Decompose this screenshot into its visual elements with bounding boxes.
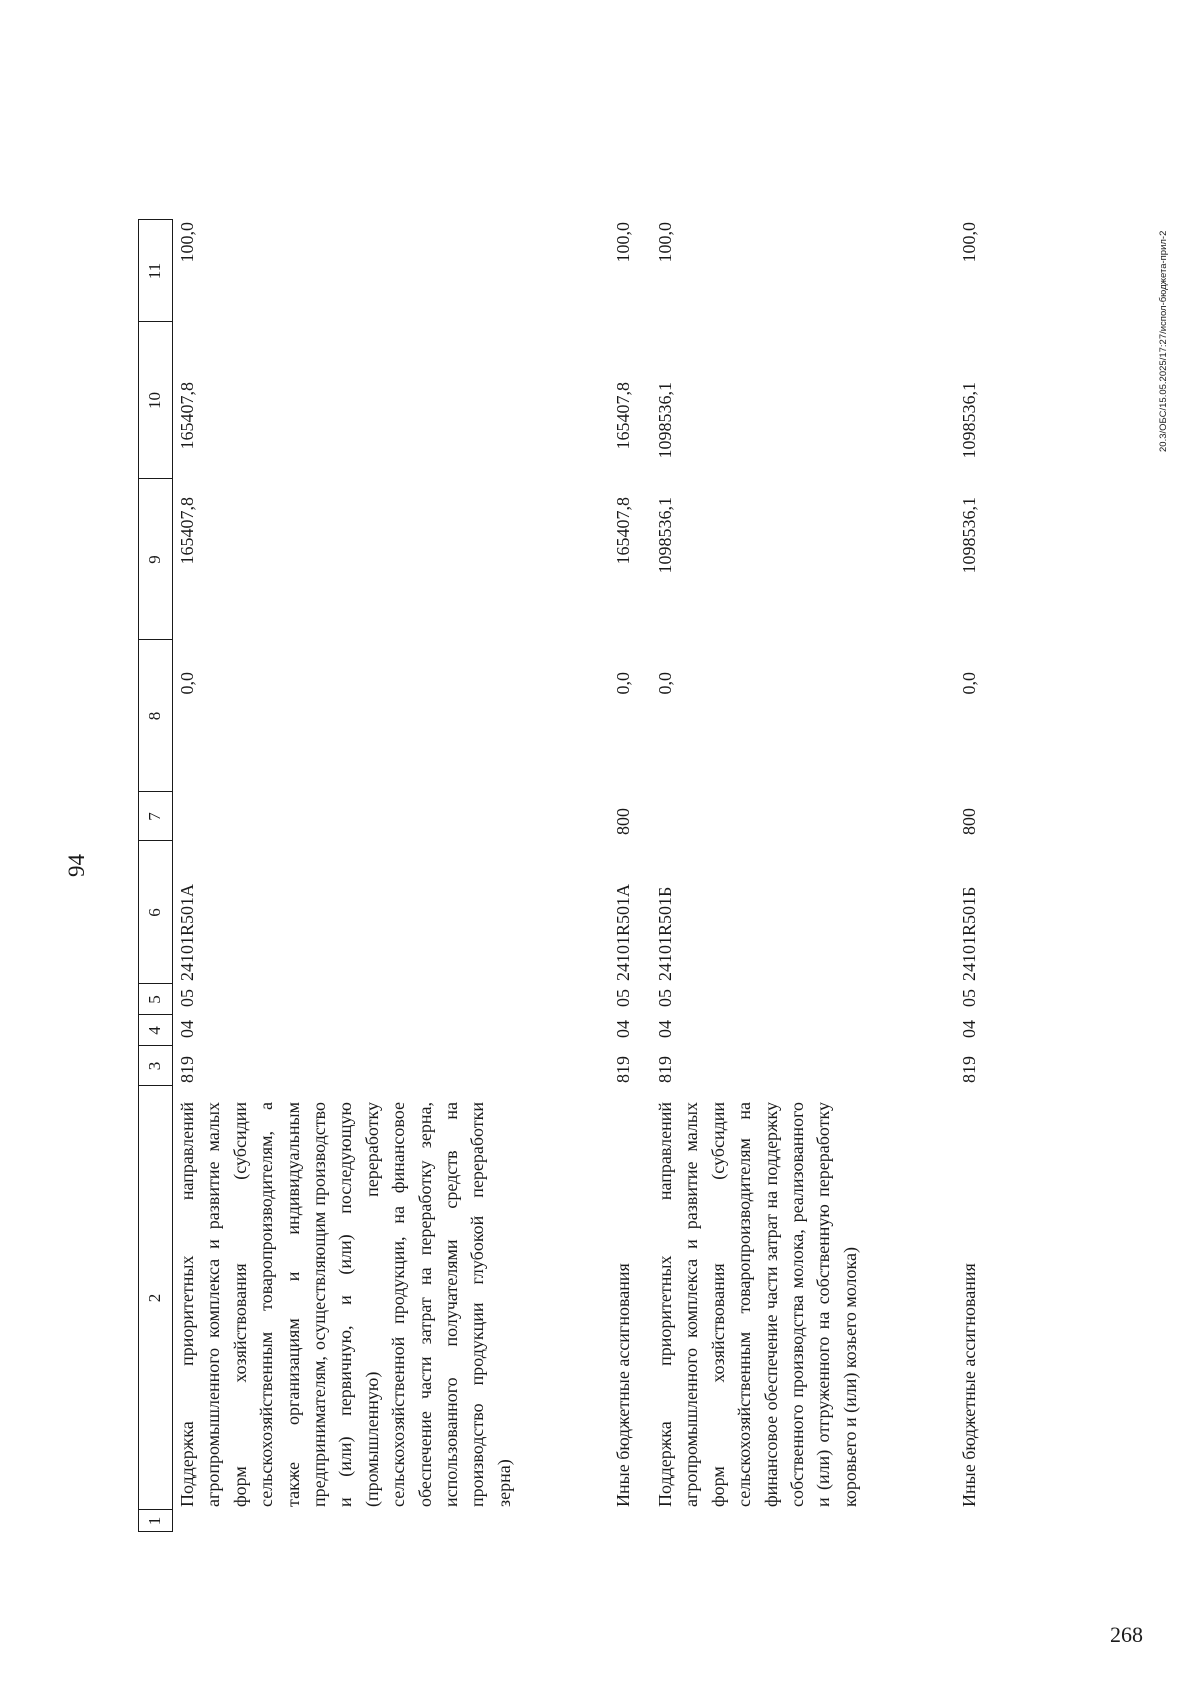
row-1-col-3: 819 [177, 1056, 197, 1083]
row-1-col-9: 165407,8 [177, 497, 197, 565]
row-2-col-11: 100,0 [613, 222, 633, 263]
row-4-col-5: 05 [959, 989, 979, 1007]
page-number: 94 [64, 854, 89, 877]
row-2-col-10: 165407,8 [613, 382, 633, 450]
row-3-description: Поддержка приоритетных направлений агропромышленного комплекса и развитие малых форм хозяйствования (субсидии сельскохозяйственным товаропроизводителям на финансовое обеспечение части затрат на поддержку собственного производства молока, реализованного и (или) отгруженного на собственную переработку коровьего и (или) козьего молока) [655, 1102, 860, 1507]
row-2-col-5: 05 [613, 989, 633, 1007]
row-1-col-10: 165407,8 [177, 382, 197, 450]
row-4-col-10: 1098536,1 [959, 382, 979, 459]
row-1-col-5: 05 [177, 989, 197, 1007]
row-3-col-8: 0,0 [655, 672, 675, 695]
header-col-6: 6 [145, 908, 164, 917]
row-3-col-9: 1098536,1 [655, 497, 675, 574]
row-2-col-9: 165407,8 [613, 497, 633, 565]
row-4-col-11: 100,0 [959, 222, 979, 263]
header-col-10: 10 [145, 392, 164, 409]
header-bottom-border [172, 219, 173, 1532]
row-2-col-3: 819 [613, 1056, 633, 1083]
row-4-col-9: 1098536,1 [959, 497, 979, 574]
row-1-col-11: 100,0 [177, 222, 197, 263]
header-col-5: 5 [145, 995, 164, 1004]
header-col-4: 4 [145, 1026, 164, 1035]
row-3-col-10: 1098536,1 [655, 382, 675, 459]
row-2-col-7: 800 [613, 808, 633, 835]
header-col-3: 3 [145, 1061, 164, 1071]
row-3-col-5: 05 [655, 989, 675, 1007]
row-2-col-6: 24101R501A [613, 883, 633, 981]
row-4-col-4: 04 [959, 1020, 979, 1038]
row-1-description: Поддержка приоритетных направлений агропромышленного комплекса и развитие малых форм хозяйствования (субсидии сельскохозяйственным товаропроизводителям, а также организациям и индивидуальным предпринимателям, осуществляющим производство и (или) первичную, и (или) последующую (промышленную) переработку сельскохозяйственной продукции, на финансовое обеспечение части затрат на переработку зерна, использованного получателями средств на производство продукции глубокой переработки зерна) [177, 1102, 514, 1507]
row-1-col-6: 24101R501A [177, 883, 197, 981]
row-3-col-4: 04 [655, 1020, 675, 1038]
row-1-col-8: 0,0 [177, 672, 197, 695]
row-3-col-6: 24101R501Б [655, 886, 675, 981]
header-col-8: 8 [145, 711, 164, 721]
header-col-1: 1 [145, 1516, 164, 1526]
row-2-description: Иные бюджетные ассигнования [613, 1263, 633, 1507]
row-2-col-8: 0,0 [613, 672, 633, 695]
header-col-2: 2 [145, 1293, 164, 1303]
document-reference: 20.3/ОБС/15.05.2025/17:27/испол-бюджета-прил-2 [1158, 230, 1169, 452]
header-col-9: 9 [145, 555, 164, 564]
row-3-col-11: 100,0 [655, 222, 675, 263]
header-col-7: 7 [145, 812, 164, 821]
row-4-col-7: 800 [959, 808, 979, 835]
row-2-col-4: 04 [613, 1020, 633, 1038]
row-4-description: Иные бюджетные ассигнования [959, 1263, 979, 1507]
row-4-col-3: 819 [959, 1056, 979, 1083]
header-col-11: 11 [145, 262, 164, 280]
sheet-number: 268 [1110, 1622, 1143, 1647]
row-4-col-6: 24101R501Б [959, 886, 979, 981]
row-1-col-4: 04 [177, 1020, 197, 1038]
row-3-col-3: 819 [655, 1056, 675, 1083]
row-4-col-8: 0,0 [959, 672, 979, 695]
